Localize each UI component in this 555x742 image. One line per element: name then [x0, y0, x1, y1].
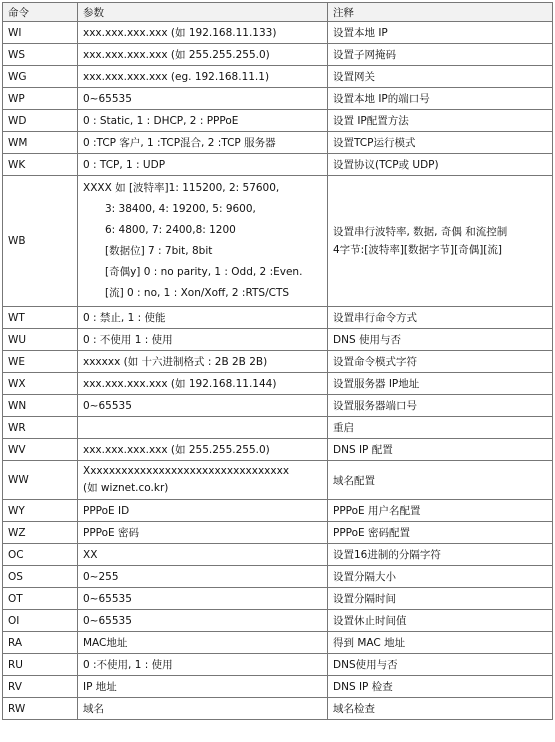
cell-command: WV [3, 439, 78, 461]
cell-comment: PPPoE 密码配置 [328, 522, 553, 544]
table-row [3, 329, 553, 351]
cell-parameter: xxx.xxx.xxx.xxx (如 255.255.255.0) [78, 439, 328, 461]
table-row [3, 88, 553, 110]
param-line: 3: 38400, 4: 19200, 5: 9600, [105, 203, 256, 215]
cell-comment: 设置命令模式字符 [328, 351, 553, 373]
comment-line: 设置串行波特率, 数据, 奇偶 和流控制 [333, 226, 508, 238]
header-row [3, 3, 553, 22]
table-row [3, 417, 553, 439]
cell-command: WW [3, 461, 78, 500]
cell-command: WE [3, 351, 78, 373]
cell-command: WU [3, 329, 78, 351]
cell-command: RV [3, 676, 78, 698]
cell-command: WK [3, 154, 78, 176]
cell-comment: 设置 IP配置方法 [328, 110, 553, 132]
cell-command: WR [3, 417, 78, 439]
cell-comment: 设置本地 IP [328, 22, 553, 44]
cell-command: WG [3, 66, 78, 88]
cell-parameter: 0~65535 [78, 610, 328, 632]
cell-command: WS [3, 44, 78, 66]
cell-parameter [78, 176, 328, 307]
cell-parameter: 0 : 禁止, 1 : 使能 [78, 307, 328, 329]
cell-command: WB [3, 176, 78, 307]
cell-command: WN [3, 395, 78, 417]
table-row [3, 461, 553, 500]
cell-parameter: 0~65535 [78, 395, 328, 417]
cell-parameter: 0~255 [78, 566, 328, 588]
table-row [3, 176, 553, 307]
table-row [3, 544, 553, 566]
cell-comment: 设置16进制的分隔字符 [328, 544, 553, 566]
cell-comment: 设置休止时间值 [328, 610, 553, 632]
cell-parameter: 0 :TCP 客户, 1 :TCP混合, 2 :TCP 服务器 [78, 132, 328, 154]
param-line: XXXX 如 [波特率]1: 115200, 2: 57600, [83, 182, 280, 194]
cell-command: OI [3, 610, 78, 632]
header-command: 命令 [3, 3, 78, 22]
cell-comment: DNS使用与否 [328, 654, 553, 676]
table-row [3, 154, 553, 176]
table-row [3, 351, 553, 373]
table-row [3, 307, 553, 329]
cell-comment: 域名配置 [328, 461, 553, 500]
command-table [2, 2, 553, 720]
cell-command: OS [3, 566, 78, 588]
param-line: [奇偶y] 0 : no parity, 1 : Odd, 2 :Even. [105, 266, 303, 278]
cell-command: WD [3, 110, 78, 132]
cell-command: WX [3, 373, 78, 395]
cell-parameter: 域名 [78, 698, 328, 720]
table-row [3, 522, 553, 544]
cell-comment: 设置网关 [328, 66, 553, 88]
cell-command: OC [3, 544, 78, 566]
header-comment: 注释 [328, 3, 553, 22]
cell-comment: 设置协议(TCP或 UDP) [328, 154, 553, 176]
cell-command: WP [3, 88, 78, 110]
cell-command: WZ [3, 522, 78, 544]
cell-parameter: PPPoE 密码 [78, 522, 328, 544]
cell-parameter: xxxxxx (如 十六进制格式 : 2B 2B 2B) [78, 351, 328, 373]
cell-comment: DNS 使用与否 [328, 329, 553, 351]
cell-command: WI [3, 22, 78, 44]
cell-comment: 设置TCP运行模式 [328, 132, 553, 154]
table-row [3, 588, 553, 610]
table-row [3, 500, 553, 522]
cell-parameter: 0~65535 [78, 88, 328, 110]
table-row [3, 632, 553, 654]
cell-command: OT [3, 588, 78, 610]
cell-comment: 设置本地 IP的端口号 [328, 88, 553, 110]
cell-parameter: xxx.xxx.xxx.xxx (如 192.168.11.144) [78, 373, 328, 395]
cell-comment: 设置服务器 IP地址 [328, 373, 553, 395]
table-row [3, 132, 553, 154]
comment-line: 4字节:[波特率][数据字节][奇偶][流] [333, 244, 502, 256]
header-parameter: 参数 [78, 3, 328, 22]
param-line: Xxxxxxxxxxxxxxxxxxxxxxxxxxxxxxxxx [83, 465, 290, 477]
param-line: [流] 0 : no, 1 : Xon/Xoff, 2 :RTS/CTS [105, 287, 290, 299]
table-row [3, 373, 553, 395]
cell-comment: DNS IP 配置 [328, 439, 553, 461]
cell-parameter: xxx.xxx.xxx.xxx (eg. 192.168.11.1) [78, 66, 328, 88]
cell-command: WY [3, 500, 78, 522]
cell-command: RA [3, 632, 78, 654]
table-row [3, 110, 553, 132]
table-row [3, 439, 553, 461]
table-row [3, 698, 553, 720]
cell-parameter: 0~65535 [78, 588, 328, 610]
table-row [3, 654, 553, 676]
cell-command: WT [3, 307, 78, 329]
cell-parameter: PPPoE ID [78, 500, 328, 522]
cell-parameter: 0 : Static, 1 : DHCP, 2 : PPPoE [78, 110, 328, 132]
table-row [3, 44, 553, 66]
table-row [3, 676, 553, 698]
table-row [3, 66, 553, 88]
param-line: (如 wiznet.co.kr) [83, 482, 169, 494]
table-row [3, 610, 553, 632]
cell-command: WM [3, 132, 78, 154]
cell-parameter: xxx.xxx.xxx.xxx (如 255.255.255.0) [78, 44, 328, 66]
table-row [3, 566, 553, 588]
cell-comment: 设置串行命令方式 [328, 307, 553, 329]
cell-comment: 设置分隔大小 [328, 566, 553, 588]
cell-parameter: IP 地址 [78, 676, 328, 698]
cell-comment: DNS IP 检查 [328, 676, 553, 698]
table-row [3, 22, 553, 44]
cell-parameter: MAC地址 [78, 632, 328, 654]
cell-comment: 设置分隔时间 [328, 588, 553, 610]
cell-comment: 域名检查 [328, 698, 553, 720]
cell-parameter [78, 461, 328, 500]
cell-parameter: XX [78, 544, 328, 566]
cell-parameter: 0 :不使用, 1 : 使用 [78, 654, 328, 676]
cell-comment: 设置服务器端口号 [328, 395, 553, 417]
param-line: 6: 4800, 7: 2400,8: 1200 [105, 224, 236, 236]
cell-parameter: xxx.xxx.xxx.xxx (如 192.168.11.133) [78, 22, 328, 44]
cell-comment [328, 176, 553, 307]
cell-comment: 重启 [328, 417, 553, 439]
cell-parameter [78, 417, 328, 439]
cell-parameter: 0 : 不使用 1 : 使用 [78, 329, 328, 351]
cell-comment: 设置子网掩码 [328, 44, 553, 66]
cell-command: RU [3, 654, 78, 676]
cell-comment: PPPoE 用户名配置 [328, 500, 553, 522]
cell-parameter: 0 : TCP, 1 : UDP [78, 154, 328, 176]
table-row [3, 395, 553, 417]
cell-command: RW [3, 698, 78, 720]
param-line: [数据位] 7 : 7bit, 8bit [105, 245, 213, 257]
cell-comment: 得到 MAC 地址 [328, 632, 553, 654]
